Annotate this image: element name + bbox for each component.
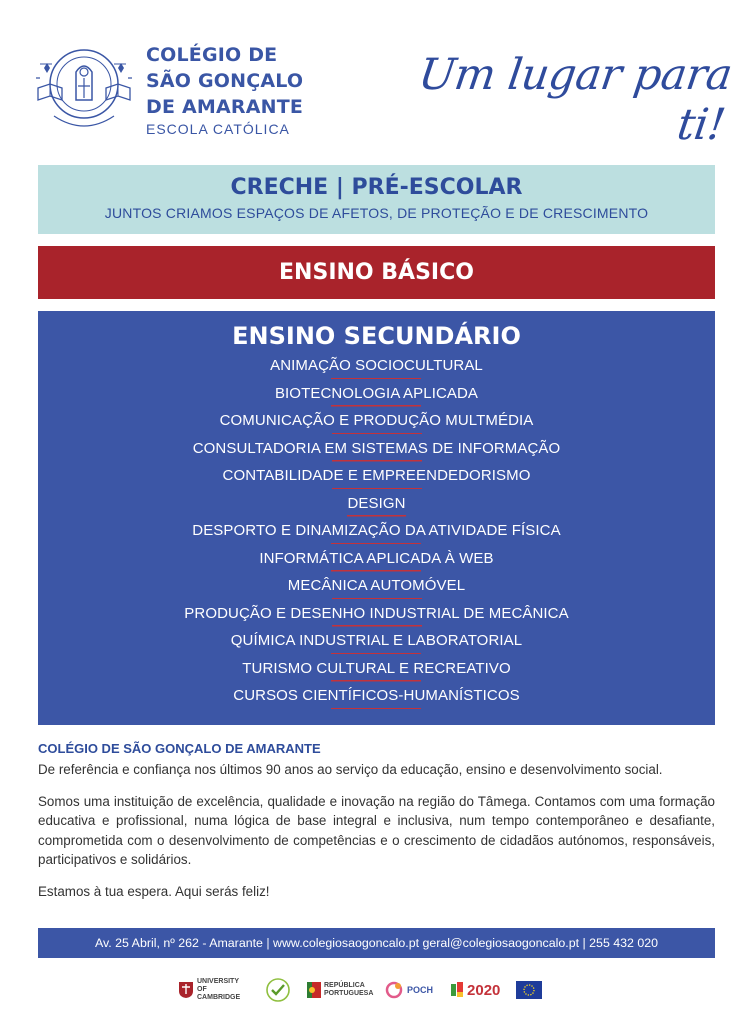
course-label: CONTABILIDADE E EMPREENDEDORISMO <box>223 464 531 489</box>
course-label: INFORMÁTICA APLICADA À WEB <box>259 547 493 572</box>
creche-subtitle: JUNTOS CRIAMOS ESPAÇOS DE AFETOS, DE PROTEÇÃO E DE CRESCIMENTO <box>104 205 649 221</box>
course-item <box>38 437 715 465</box>
checkmark-badge-icon <box>265 977 291 1003</box>
partner-logos <box>178 974 578 1006</box>
school-name-line-2: SÃO GONÇALO <box>146 70 304 92</box>
course-item <box>38 629 715 657</box>
course-item <box>38 602 715 630</box>
school-name-block <box>146 42 303 137</box>
quality-logo <box>265 977 291 1003</box>
course-label: PRODUÇÃO E DESENHO INDUSTRIAL DE MECÂNICA <box>184 602 568 627</box>
poch-swirl-icon <box>384 980 404 1000</box>
course-label: DESIGN <box>347 492 405 517</box>
poch-label: POCH <box>407 985 434 995</box>
school-name-line-3: DE AMARANTE <box>146 96 304 118</box>
school-type-label: ESCOLA CATÓLICA <box>146 121 290 137</box>
about-section <box>38 741 715 913</box>
about-paragraph: Somos uma instituição de excelência, qualidade e inovação na região do Tâmega. Contamos com uma formação educativa e profissional, numa lógica de base integral e inclusiva, num tempo contemporâneo e desafiante, comprometida com o desenvolvimento de competências e o crescimento de cidadãos autónomos, responsáveis, participativos e solidários. <box>38 793 715 867</box>
portugal-flag-icon <box>307 980 321 1000</box>
ensino-basico-title: ENSINO BÁSICO <box>279 260 474 285</box>
creche-section <box>38 165 715 234</box>
course-item <box>38 382 715 410</box>
ensino-basico-section <box>38 246 715 299</box>
course-label: CONSULTADORIA EM SISTEMAS DE INFORMAÇÃO <box>193 437 561 462</box>
course-label: ANIMAÇÃO SOCIOCULTURAL <box>270 354 483 379</box>
course-item <box>38 354 715 382</box>
course-item <box>38 492 715 520</box>
republica-label: REPÚBLICA PORTUGUESA <box>324 982 374 997</box>
course-item <box>38 574 715 602</box>
cambridge-logo <box>178 978 249 1002</box>
course-item <box>38 519 715 547</box>
republica-portuguesa-logo <box>307 980 374 1000</box>
poch-logo <box>384 980 433 1000</box>
portugal-2020-label: 2020 <box>467 981 501 999</box>
portugal-2020-mark-icon <box>449 980 465 1000</box>
creche-title: CRECHE | PRÉ-ESCOLAR <box>230 175 523 200</box>
ensino-secundario-title: ENSINO SECUNDÁRIO <box>232 322 521 350</box>
contact-bar: Av. 25 Abril, nº 262 - Amarante | www.colegiosaogoncalo.pt geral@colegiosaogoncalo.pt | 255 432 020 <box>38 928 715 958</box>
school-seal-icon <box>34 38 134 138</box>
course-list <box>38 354 715 712</box>
portugal-2020-logo <box>449 980 500 1000</box>
school-name-line-1: COLÉGIO DE <box>146 44 278 66</box>
course-label: TURISMO CULTURAL E RECREATIVO <box>242 657 510 682</box>
cambridge-label: UNIVERSITY OF CAMBRIDGE <box>197 978 241 1001</box>
course-label: MECÂNICA AUTOMÓVEL <box>288 574 465 599</box>
cambridge-shield-icon <box>178 981 194 999</box>
slogan: Um lugar para ti! <box>415 50 736 150</box>
about-heading: COLÉGIO DE SÃO GONÇALO DE AMARANTE <box>38 741 321 756</box>
about-paragraph: De referência e confiança nos últimos 90 anos ao serviço da educação, ensino e desenvolvimento social. <box>38 762 663 777</box>
course-label: QUÍMICA INDUSTRIAL E LABORATORIAL <box>231 629 522 654</box>
school-seal-logo <box>34 38 134 138</box>
course-label: COMUNICAÇÃO E PRODUÇÃO MULTMÉDIA <box>220 409 534 434</box>
ensino-secundario-section <box>38 311 715 725</box>
about-paragraph: Estamos à tua espera. Aqui serás feliz! <box>38 883 270 899</box>
course-item <box>38 657 715 685</box>
course-item <box>38 684 715 712</box>
page-header <box>0 0 753 160</box>
course-item <box>38 547 715 575</box>
course-label: DESPORTO E DINAMIZAÇÃO DA ATIVIDADE FÍSICA <box>192 519 560 544</box>
course-item <box>38 409 715 437</box>
course-item <box>38 464 715 492</box>
course-label: CURSOS CIENTÍFICOS-HUMANÍSTICOS <box>233 684 519 709</box>
eu-flag-logo <box>516 981 542 999</box>
course-label: BIOTECNOLOGIA APLICADA <box>275 382 478 407</box>
eu-flag-icon <box>516 981 542 999</box>
